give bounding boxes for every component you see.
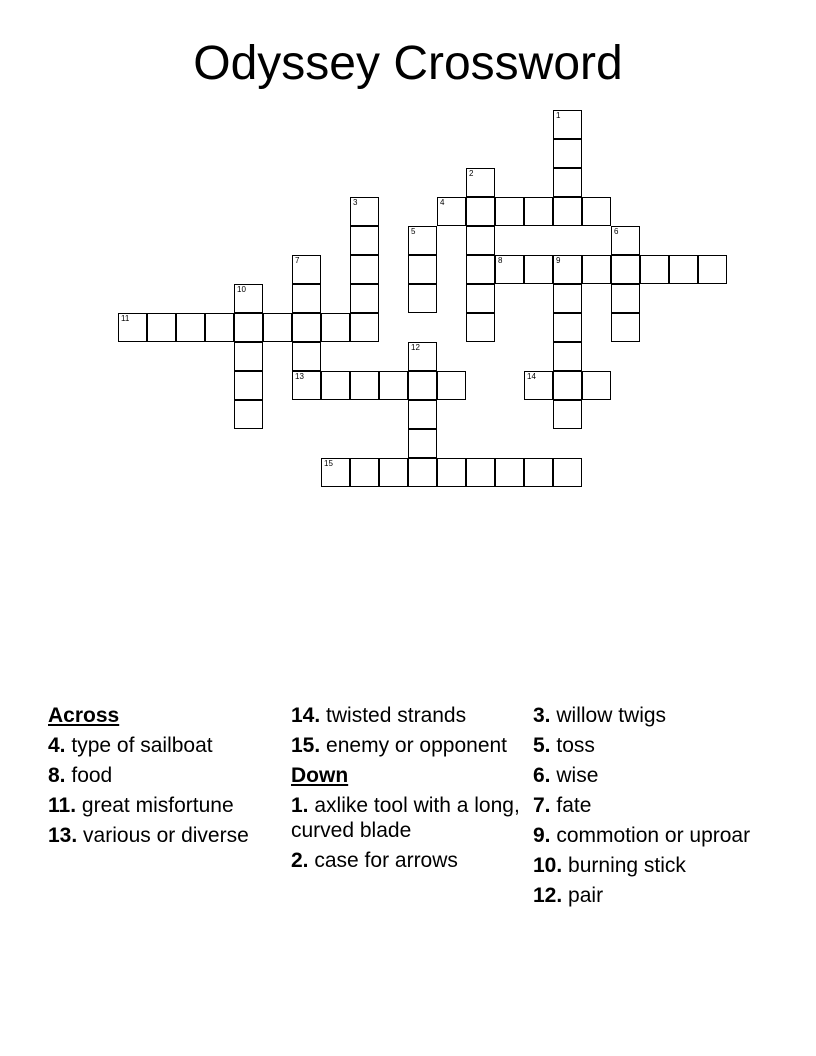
crossword-cell[interactable] [466, 255, 495, 284]
clue-column-3 [533, 703, 773, 913]
page-title: Odyssey Crossword [193, 37, 623, 90]
crossword-cell[interactable] [234, 284, 263, 313]
crossword-cell[interactable] [553, 313, 582, 342]
clue-number: 6 [614, 227, 619, 236]
crossword-cell[interactable] [611, 284, 640, 313]
crossword-cell[interactable] [611, 226, 640, 255]
crossword-cell[interactable] [234, 400, 263, 429]
crossword-cell[interactable] [553, 371, 582, 400]
clue-across-8: 8. food [48, 764, 113, 787]
crossword-cell[interactable] [495, 255, 524, 284]
clue-column-2 [291, 703, 531, 878]
crossword-cell[interactable] [321, 458, 350, 487]
crossword-cell[interactable] [553, 342, 582, 371]
across-header: Across [48, 704, 120, 727]
crossword-cell[interactable] [611, 313, 640, 342]
crossword-cell[interactable] [553, 168, 582, 197]
crossword-cell[interactable] [408, 458, 437, 487]
clue-number: 12 [411, 343, 420, 352]
crossword-cell[interactable] [292, 371, 321, 400]
clue-across-15: 15. enemy or opponent [291, 734, 508, 757]
crossword-cell[interactable] [466, 197, 495, 226]
crossword-cell[interactable] [408, 255, 437, 284]
clue-across-14: 14. twisted strands [291, 704, 467, 727]
clue-down-2: 2. case for arrows [291, 849, 458, 872]
crossword-cell[interactable] [408, 342, 437, 371]
crossword-cell[interactable] [118, 313, 147, 342]
crossword-cell[interactable] [292, 255, 321, 284]
clue-down-5: 5. toss [533, 734, 595, 757]
crossword-cell[interactable] [553, 458, 582, 487]
crossword-cell[interactable] [611, 255, 640, 284]
crossword-cell[interactable] [408, 284, 437, 313]
crossword-cell[interactable] [582, 197, 611, 226]
clue-down-9: 9. commotion or uproar [533, 824, 751, 847]
crossword-cell[interactable] [408, 371, 437, 400]
crossword-cell[interactable] [437, 371, 466, 400]
clue-number: 11 [121, 314, 130, 323]
crossword-cell[interactable] [495, 458, 524, 487]
crossword-cell[interactable] [350, 226, 379, 255]
clue-down-3: 3. willow twigs [533, 704, 667, 727]
clue-across-4: 4. type of sailboat [48, 734, 213, 757]
clue-number: 7 [295, 256, 300, 265]
crossword-cell[interactable] [495, 197, 524, 226]
crossword-cell[interactable] [321, 313, 350, 342]
crossword-cell[interactable] [234, 342, 263, 371]
crossword-cell[interactable] [437, 458, 466, 487]
clue-down-12: 12. pair [533, 884, 604, 907]
crossword-cell[interactable] [350, 371, 379, 400]
crossword-cell[interactable] [524, 197, 553, 226]
clue-number: 8 [498, 256, 503, 265]
crossword-cell[interactable] [408, 429, 437, 458]
crossword-cell[interactable] [524, 371, 553, 400]
clue-down-7: 7. fate [533, 794, 592, 817]
crossword-cell[interactable] [524, 458, 553, 487]
crossword-cell[interactable] [640, 255, 669, 284]
crossword-cell[interactable] [408, 226, 437, 255]
crossword-cell[interactable] [350, 255, 379, 284]
clue-column-1 [48, 703, 288, 853]
crossword-cell[interactable] [553, 400, 582, 429]
crossword-cell[interactable] [553, 197, 582, 226]
crossword-cell[interactable] [321, 371, 350, 400]
crossword-cell[interactable] [524, 255, 553, 284]
crossword-cell[interactable] [437, 197, 466, 226]
crossword-cell[interactable] [292, 342, 321, 371]
crossword-cell[interactable] [582, 255, 611, 284]
crossword-cell[interactable] [408, 400, 437, 429]
crossword-cell[interactable] [292, 284, 321, 313]
crossword-cell[interactable] [379, 458, 408, 487]
clue-number: 4 [440, 198, 445, 207]
clue-number: 14 [527, 372, 536, 381]
crossword-cell[interactable] [176, 313, 205, 342]
clue-number: 2 [469, 169, 474, 178]
clue-number: 15 [324, 459, 333, 468]
crossword-cell[interactable] [466, 226, 495, 255]
clue-number: 10 [237, 285, 246, 294]
crossword-cell[interactable] [147, 313, 176, 342]
crossword-cell[interactable] [205, 313, 234, 342]
crossword-cell[interactable] [582, 371, 611, 400]
clue-across-11: 11. great misfortune [48, 794, 234, 817]
crossword-cell[interactable] [466, 168, 495, 197]
clue-number: 5 [411, 227, 416, 236]
clue-across-13: 13. various or diverse [48, 824, 249, 847]
crossword-cell[interactable] [350, 458, 379, 487]
clue-number: 9 [556, 256, 561, 265]
crossword-cell[interactable] [379, 371, 408, 400]
crossword-cell[interactable] [698, 255, 727, 284]
crossword-cell[interactable] [553, 255, 582, 284]
clue-down-1: 1. axlike tool with a long, curved blade [291, 794, 520, 842]
clue-number: 1 [556, 111, 561, 120]
crossword-cell[interactable] [350, 313, 379, 342]
crossword-cell[interactable] [234, 313, 263, 342]
crossword-cell[interactable] [669, 255, 698, 284]
crossword-cell[interactable] [263, 313, 292, 342]
crossword-cell[interactable] [350, 197, 379, 226]
crossword-cell[interactable] [466, 284, 495, 313]
clue-number: 3 [353, 198, 358, 207]
clue-number: 13 [295, 372, 304, 381]
clue-down-10: 10. burning stick [533, 854, 686, 877]
crossword-cell[interactable] [466, 313, 495, 342]
clue-down-6: 6. wise [533, 764, 599, 787]
crossword-cell[interactable] [350, 284, 379, 313]
crossword-cell[interactable] [553, 284, 582, 313]
crossword-cell[interactable] [466, 458, 495, 487]
crossword-cell[interactable] [234, 371, 263, 400]
crossword-cell[interactable] [553, 139, 582, 168]
down-header: Down [291, 764, 349, 787]
crossword-grid [0, 0, 816, 500]
crossword-cell[interactable] [553, 110, 582, 139]
crossword-cell[interactable] [292, 313, 321, 342]
